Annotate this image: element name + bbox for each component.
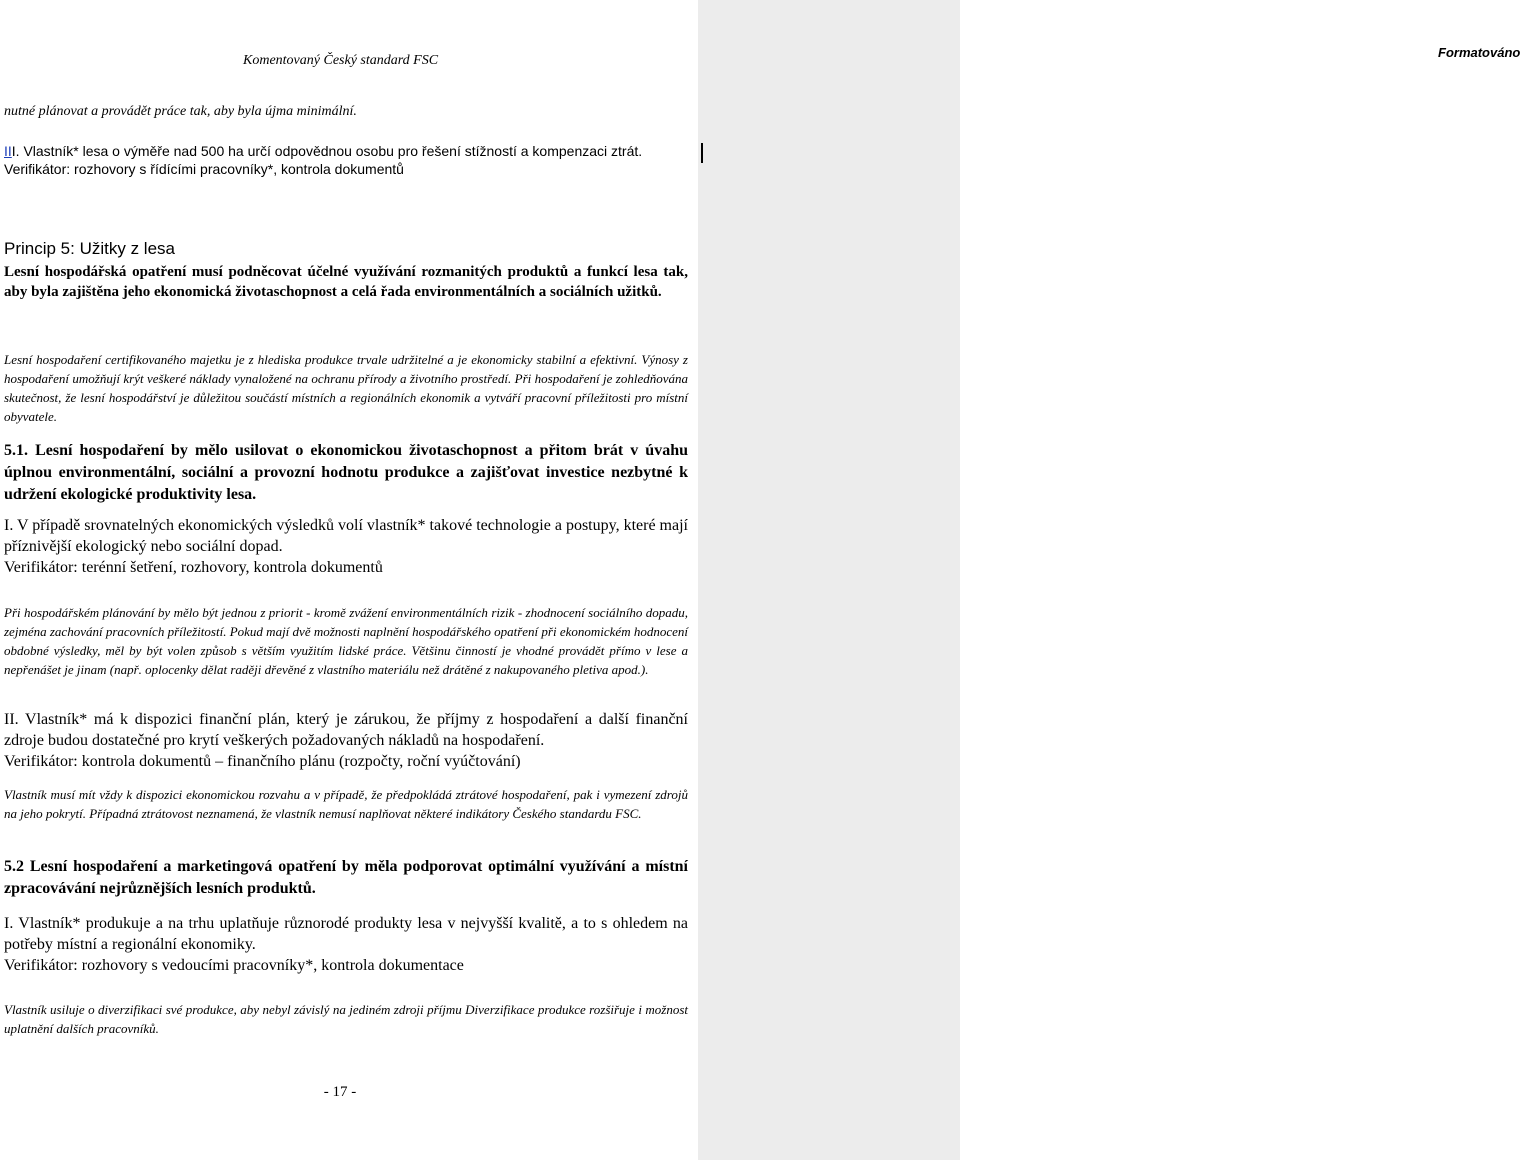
indicator-5-2-1 [4, 913, 688, 976]
comment-3 [4, 785, 688, 823]
indicator-3-deleted-number: II [4, 143, 12, 159]
formatting-label: Formatováno [1438, 45, 1520, 60]
revision-bar [701, 143, 703, 163]
indicator-5-1-1 [4, 515, 688, 578]
criterion-5-1-text: 5.1. Lesní hospodaření by mělo usilovat o ekonomickou životaschopnost a přitom brát v úvahu úplnou environmentální, sociální a provozní hodnotu produkce a zajišťovat investice nezbytné k udržení ekologické produktivity lesa. [4, 442, 688, 503]
comment-2 [4, 603, 688, 679]
comment-1-text: Lesní hospodaření certifikovaného majetku je z hlediska produkce trvale udržitelné a je ekonomicky stabilní a efektivní. Výnosy z hospodaření umožňují krýt veškeré náklady vynaložené na ochranu přírody a životního prostředí. Při hospodaření je zohledňována skutečnost, že lesní hospodářství je důležitou součástí místních a regionálních ekonomik a vytváří pracovní příležitosti pro místní obyvatele. [4, 352, 688, 424]
indicator-5-1-1-verifier: Verifikátor: terénní šetření, rozhovory, kontrola dokumentů [4, 559, 383, 576]
indicator-5-2-1-text: I. Vlastník* produkuje a na trhu uplatňuje různorodé produkty lesa v nejvyšší kvalitě, a to s ohledem na potřeby místní a regionální ekonomiky. [4, 915, 688, 953]
indicator-3 [4, 142, 688, 178]
principle-5 [4, 238, 688, 302]
criterion-5-2-text: 5.2 Lesní hospodaření a marketingová opatření by měla podporovat optimální využívání a místní zpracovávání nejrůznějších lesních produktů. [4, 858, 688, 897]
principle-text: Lesní hospodářská opatření musí podněcovat účelné využívání rozmanitých produktů a funkcí lesa tak, aby byla zajištěna jeho ekonomická životaschopnost a celá řada environmentálních a sociálních užitků. [4, 264, 688, 300]
indicator-5-1-2 [4, 709, 688, 772]
comment-3-text: Vlastník musí mít vždy k dispozici ekonomickou rozvahu a v případě, že předpokládá ztrátové hospodaření, pak i vymezení zdrojů na jeho pokrytí. Případná ztrátovost neznamená, že vlastník nemusí naplňovat některé indikátory Českého standardu FSC. [4, 787, 688, 821]
comment-4-text: Vlastník usiluje o diverzifikaci své produkce, aby nebyl závislý na jediném zdroji příjmu Diverzifikace produkce rozšiřuje i možnost uplatnění dalších pracovníků. [4, 1002, 688, 1036]
indicator-5-2-1-verifier: Verifikátor: rozhovory s vedoucími pracovníky*, kontrola dokumentace [4, 957, 464, 974]
indicator-3-number: I. [11, 143, 20, 159]
criterion-5-1 [4, 440, 688, 506]
indicator-3-verifier: Verifikátor: rozhovory s řídícími pracovníky*, kontrola dokumentů [4, 161, 404, 177]
intro-paragraph [4, 102, 688, 121]
page-number: - 17 - [323, 1084, 357, 1100]
indicator-5-1-2-text: II. Vlastník* má k dispozici finanční plán, který je zárukou, že příjmy z hospodaření a další finanční zdroje budou dostatečné pro krytí veškerých požadovaných nákladů na hospodaření. [4, 711, 688, 749]
comment-1 [4, 350, 688, 426]
comment-margin [698, 0, 1520, 1160]
indicator-3-body: Vlastník* lesa o výměře nad 500 ha určí odpovědnou osobu pro řešení stížností a kompenzaci ztrát. [19, 143, 643, 159]
indicator-5-1-2-verifier: Verifikátor: kontrola dokumentů – finančního plánu (rozpočty, roční vyúčtování) [4, 753, 521, 770]
page-header: Komentovaný Český standard FSC [243, 53, 439, 68]
principle-title: Princip 5: Užitky z lesa [4, 239, 175, 258]
indicator-5-1-1-text: I. V případě srovnatelných ekonomických výsledků volí vlastník* takové technologie a postupy, které mají příznivější ekologický nebo sociální dopad. [4, 517, 688, 555]
comment-4 [4, 1000, 688, 1038]
intro-text: nutné plánovat a provádět práce tak, aby byla újma minimální. [4, 104, 357, 119]
indicator-3-text [4, 142, 688, 160]
comment-2-text: Při hospodářském plánování by mělo být jednou z priorit - kromě zvážení environmentálních rizik - zhodnocení sociálního dopadu, zejména zachování pracovních příležitostí. Pokud mají dvě možnosti naplnění hospodářského opatření při ekonomickém hodnocení obdobné výsledky, měl by být volen způsob s větším využitím lidské práce. Většinu činností je vhodné provádět přímo v lese a nepřenášet je jinam (např. oplocenky dělat raději dřevěné z vlastního materiálu než drátěné z nakupovaného pletiva apod.). [4, 605, 688, 677]
criterion-5-2 [4, 856, 688, 900]
